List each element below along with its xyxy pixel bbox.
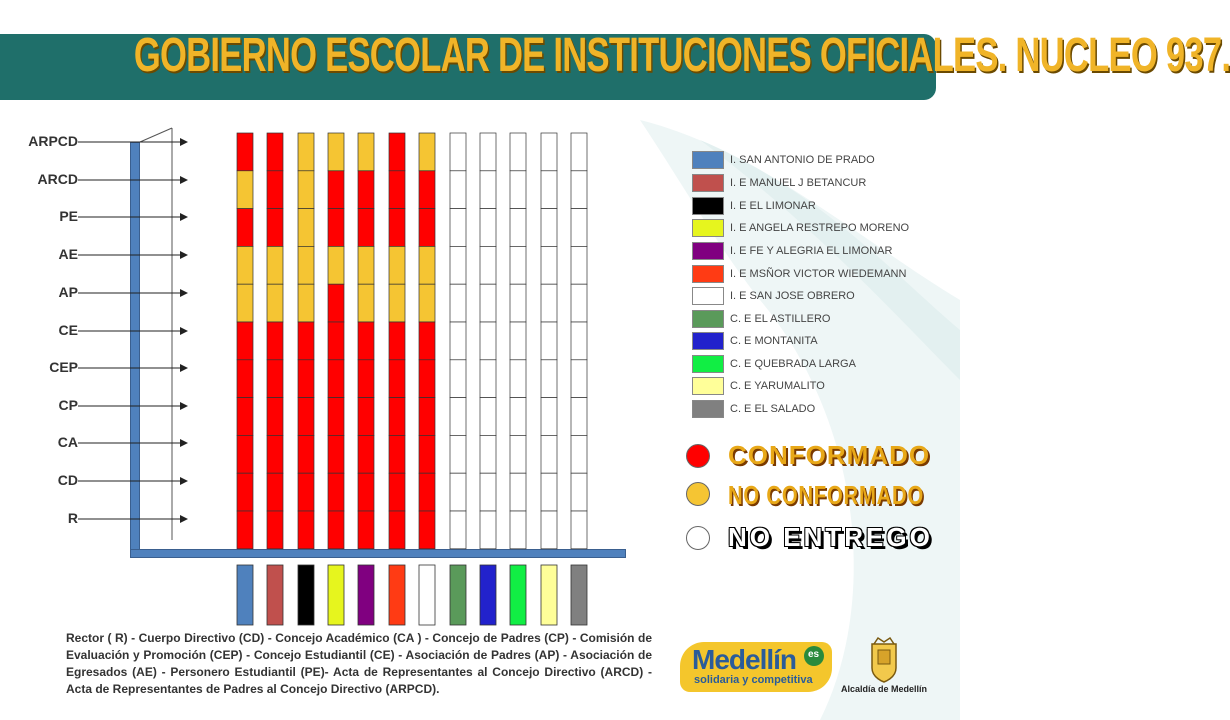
institution-color-bar [237, 565, 253, 625]
institution-color-bar [510, 565, 526, 625]
status-cell [298, 322, 314, 360]
status-cell [419, 473, 435, 511]
status-cell [419, 133, 435, 171]
status-cell [328, 435, 344, 473]
status-cell [510, 171, 526, 209]
status-cell [510, 511, 526, 549]
status-cell [358, 133, 374, 171]
status-cell [358, 511, 374, 549]
status-cell [267, 284, 283, 322]
status-cell [267, 133, 283, 171]
status-cell [389, 511, 405, 549]
status-cell [541, 473, 557, 511]
status-cell [510, 284, 526, 322]
row-label-cd: CD [57, 472, 78, 488]
legend-swatch [692, 355, 724, 373]
status-cell [510, 398, 526, 436]
status-cell [358, 398, 374, 436]
status-cell [480, 435, 496, 473]
status-cell [237, 511, 253, 549]
institution-color-bar [480, 565, 496, 625]
status-cell [419, 360, 435, 398]
status-cell [419, 246, 435, 284]
status-cell [510, 435, 526, 473]
institution-color-bar [419, 565, 435, 625]
status-cell [571, 322, 587, 360]
status-cell [298, 209, 314, 247]
status-cell [328, 209, 344, 247]
status-cell [541, 435, 557, 473]
status-cell [298, 473, 314, 511]
institution-color-bar [450, 565, 466, 625]
status-cell [389, 246, 405, 284]
status-cell [267, 171, 283, 209]
conformado-marker [686, 444, 710, 468]
status-cell [298, 398, 314, 436]
legend-label: I. E FE Y ALEGRIA EL LIMONAR [730, 245, 893, 257]
institution-color-bar [267, 565, 283, 625]
legend-label: C. E EL ASTILLERO [730, 313, 831, 325]
row-arrow-head [180, 515, 188, 523]
no-entrego-label: NO ENTREGO [728, 522, 933, 552]
page-title: GOBIERNO ESCOLAR DE INSTITUCIONES OFICIALES. NUCLEO 937. [133, 29, 1230, 82]
status-cell [328, 171, 344, 209]
status-cell [450, 435, 466, 473]
status-cell [298, 246, 314, 284]
row-label-pe: PE [59, 208, 78, 224]
row-label-r: R [67, 510, 78, 526]
status-cell [298, 133, 314, 171]
status-cell [450, 133, 466, 171]
status-cell [328, 133, 344, 171]
status-cell [237, 133, 253, 171]
legend-swatch [692, 332, 724, 350]
status-cell [571, 246, 587, 284]
legend-label: I. E SAN JOSE OBRERO [730, 290, 855, 302]
legend-label: I. E MSÑOR VICTOR WIEDEMANN [730, 268, 907, 280]
status-cell [267, 435, 283, 473]
status-cell [358, 360, 374, 398]
status-cell [419, 284, 435, 322]
legend-swatch [692, 310, 724, 328]
status-cell [267, 360, 283, 398]
status-cell [237, 171, 253, 209]
status-cell [510, 246, 526, 284]
status-cell [510, 133, 526, 171]
status-cell [510, 209, 526, 247]
status-cell [298, 171, 314, 209]
status-cell [450, 209, 466, 247]
alcaldia-label: Alcaldía de Medellín [840, 684, 928, 694]
legend-swatch [692, 265, 724, 283]
status-cell [237, 473, 253, 511]
medellin-logo-tagline: solidaria y competitiva [694, 674, 813, 686]
status-cell [328, 398, 344, 436]
legend-label: I. E ANGELA RESTREPO MORENO [730, 222, 910, 234]
status-cell [510, 322, 526, 360]
row-label-cep: CEP [49, 359, 78, 375]
status-cell [358, 284, 374, 322]
institution-color-bar [358, 565, 374, 625]
medellin-logo-name: Medellín [692, 644, 797, 675]
status-cell [541, 246, 557, 284]
institution-color-bar [541, 565, 557, 625]
status-cell [480, 133, 496, 171]
status-cell [389, 473, 405, 511]
status-cell [450, 398, 466, 436]
status-cell [480, 473, 496, 511]
row-label-cp: CP [58, 397, 78, 413]
status-cell [298, 360, 314, 398]
status-cell [571, 284, 587, 322]
status-cell [571, 209, 587, 247]
legend-label: C. E YARUMALITO [730, 380, 825, 392]
status-cell [450, 473, 466, 511]
status-cell [237, 398, 253, 436]
status-cell [328, 246, 344, 284]
legend-swatch [692, 287, 724, 305]
legend-label: I. E MANUEL J BETANCUR [730, 177, 867, 189]
status-cell [358, 171, 374, 209]
status-cell [267, 322, 283, 360]
status-cell [328, 511, 344, 549]
row-arrow-head [180, 364, 188, 372]
institution-color-bar [571, 565, 587, 625]
row-label-arpcd: ARPCD [28, 133, 78, 149]
status-cell [480, 360, 496, 398]
status-cell [328, 322, 344, 360]
no-conformado-marker [686, 482, 710, 506]
status-cell [237, 209, 253, 247]
institution-color-bar [298, 565, 314, 625]
status-cell [298, 435, 314, 473]
row-arrow-head [180, 289, 188, 297]
status-cell [571, 435, 587, 473]
institution-color-bar [328, 565, 344, 625]
row-label-ae: AE [58, 246, 78, 262]
legend-label: I. E EL LIMONAR [730, 200, 816, 212]
status-cell [450, 171, 466, 209]
status-cell [389, 398, 405, 436]
no-conformado-label: NO CONFORMADO [728, 480, 925, 510]
legend-swatch [692, 377, 724, 395]
row-arrow-head [180, 477, 188, 485]
status-cell [389, 360, 405, 398]
legend-label: I. SAN ANTONIO DE PRADO [730, 154, 875, 166]
status-cell [298, 284, 314, 322]
status-cell [480, 322, 496, 360]
status-cell [480, 246, 496, 284]
status-cell [480, 171, 496, 209]
status-cell [571, 171, 587, 209]
row-arrow-head [180, 439, 188, 447]
row-arrow-head [180, 251, 188, 259]
status-cell [571, 133, 587, 171]
status-cell [541, 171, 557, 209]
row-arrow-head [180, 402, 188, 410]
status-cell [541, 322, 557, 360]
legend-label: C. E MONTANITA [730, 335, 818, 347]
status-cell [389, 171, 405, 209]
status-cell [328, 360, 344, 398]
legend-swatch [692, 174, 724, 192]
status-cell [450, 322, 466, 360]
conformado-label: CONFORMADO [728, 440, 931, 470]
alcaldia-logo [834, 638, 934, 698]
status-cell [541, 209, 557, 247]
status-cell [571, 360, 587, 398]
status-cell [419, 171, 435, 209]
status-cell [571, 398, 587, 436]
row-label-ca: CA [57, 434, 78, 450]
legend-swatch [692, 400, 724, 418]
status-cell [267, 398, 283, 436]
status-cell [267, 473, 283, 511]
status-cell [480, 209, 496, 247]
institution-color-bar [389, 565, 405, 625]
status-cell [510, 473, 526, 511]
row-arrow-head [180, 138, 188, 146]
medellin-logo [680, 642, 832, 692]
status-cell [358, 246, 374, 284]
status-cell [267, 209, 283, 247]
row-label-arcd: ARCD [37, 171, 78, 187]
status-cell [480, 284, 496, 322]
status-cell [510, 360, 526, 398]
status-cell [419, 398, 435, 436]
status-cell [358, 473, 374, 511]
status-cell [389, 322, 405, 360]
status-cell [389, 435, 405, 473]
status-cell [237, 360, 253, 398]
row-label-ap: AP [58, 284, 78, 300]
legend-swatch [692, 151, 724, 169]
status-cell [328, 473, 344, 511]
no-entrego-marker [686, 526, 710, 550]
status-cell [358, 209, 374, 247]
row-arrow-head [180, 213, 188, 221]
row-label-ce: CE [58, 322, 78, 338]
coat-of-arms-icon [834, 638, 934, 684]
legend-swatch [692, 219, 724, 237]
status-cell [541, 360, 557, 398]
legend-swatch [692, 242, 724, 260]
status-cell [450, 246, 466, 284]
legend-swatch [692, 197, 724, 215]
status-cell [328, 284, 344, 322]
status-cell [237, 246, 253, 284]
row-arrow-head [180, 176, 188, 184]
status-cell [450, 511, 466, 549]
status-cell [571, 511, 587, 549]
status-cell [237, 284, 253, 322]
status-cell [480, 398, 496, 436]
medellin-logo-badge-text: es [808, 649, 820, 660]
status-cell [419, 435, 435, 473]
legend-label: C. E QUEBRADA LARGA [730, 358, 856, 370]
status-cell [389, 209, 405, 247]
status-cell [298, 511, 314, 549]
status-cell [267, 246, 283, 284]
status-cell [450, 284, 466, 322]
status-cell [419, 322, 435, 360]
medellin-logo-badge [804, 646, 824, 666]
row-arrow-head [180, 327, 188, 335]
status-cell [389, 284, 405, 322]
status-cell [541, 284, 557, 322]
status-cell [571, 473, 587, 511]
status-cell [419, 511, 435, 549]
status-cell [237, 322, 253, 360]
status-cell [237, 435, 253, 473]
status-cell [419, 209, 435, 247]
status-cell [541, 511, 557, 549]
status-cell [389, 133, 405, 171]
status-cell [450, 360, 466, 398]
status-cell [358, 435, 374, 473]
status-cell [541, 133, 557, 171]
status-cell [541, 398, 557, 436]
status-cell [358, 322, 374, 360]
abbreviations-footnote: Rector ( R) - Cuerpo Directivo (CD) - Concejo Académico (CA ) - Concejo de Padres (CP) - Comisión de Evaluación y Promoción (CEP) - Concejo Estudiantil (CE) - Asociación de Padres (AP) - Asociación de Egresados (AE) - Personero Estudiantil (PE)- Acta de Representantes al Concejo Directivo (ARCD) - Acta de Representantes de Padres al Concejo Directivo (ARPCD). [66, 631, 652, 696]
axis-diagonal [140, 128, 172, 142]
status-cell [267, 511, 283, 549]
legend-label: C. E EL SALADO [730, 403, 816, 415]
status-cell [480, 511, 496, 549]
